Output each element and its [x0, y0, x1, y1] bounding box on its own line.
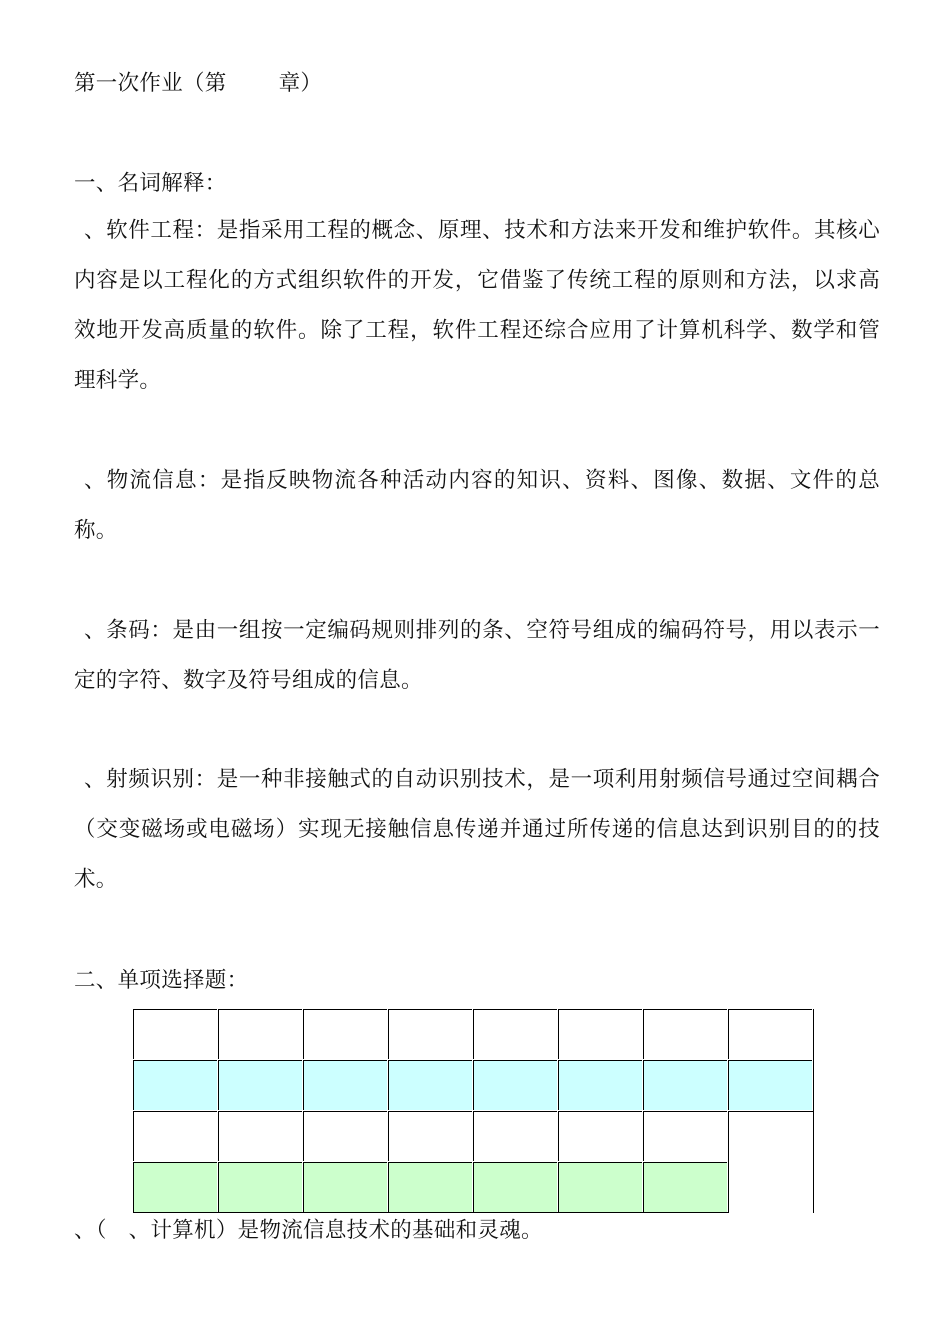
- answer-cell[interactable]: [303, 1060, 387, 1110]
- answer-cell[interactable]: [473, 1060, 557, 1110]
- term-rfid: 、射频识别：是一种非接触式的自动识别技术，是一项利用射频信号通过空间耦合（交变磁场或电磁场）实现无接触信息传递并通过所传递的信息达到识别目的的技术。: [74, 767, 880, 892]
- answer-cell[interactable]: [218, 1162, 302, 1212]
- answer-cell[interactable]: [303, 1162, 387, 1212]
- answer-cell[interactable]: [643, 1060, 727, 1110]
- answer-cell[interactable]: [303, 1009, 387, 1059]
- assignment-title: [74, 69, 884, 99]
- answer-cell[interactable]: [133, 1162, 217, 1212]
- grid-inner-border: [728, 1111, 729, 1213]
- answer-cell[interactable]: [643, 1162, 727, 1212]
- section-heading-definitions: 一、名词解释：: [74, 171, 227, 196]
- term-software-engineering: 、软件工程：是指采用工程的概念、原理、技术和方法来开发和维护软件。其核心内容是以工程化的方式组织软件的开发，它借鉴了传统工程的原则和方法，以求高效地开发高质量的软件。除了工程，软件工程还综合应用了计算机科学、数学和管理科学。: [74, 218, 880, 393]
- answer-cell[interactable]: [388, 1060, 472, 1110]
- grid-step-border: [728, 1111, 814, 1112]
- title-suffix: 章）: [278, 71, 323, 96]
- answer-cell[interactable]: [473, 1009, 557, 1059]
- answer-cell[interactable]: [388, 1111, 472, 1161]
- answer-cell[interactable]: [218, 1009, 302, 1059]
- answer-cell[interactable]: [643, 1111, 727, 1161]
- answer-cell[interactable]: [473, 1111, 557, 1161]
- answer-cell[interactable]: [558, 1060, 642, 1110]
- answer-cell[interactable]: [728, 1060, 812, 1110]
- answer-cell[interactable]: [473, 1162, 557, 1212]
- grid-bottom-border: [133, 1212, 729, 1213]
- section-heading-multiple-choice: 二、单项选择题：: [74, 968, 249, 993]
- title-prefix: 第一次作业（第: [74, 71, 227, 96]
- answer-cell[interactable]: [133, 1009, 217, 1059]
- answer-cell[interactable]: [558, 1009, 642, 1059]
- answer-cell[interactable]: [643, 1009, 727, 1059]
- question-1: 、（ 、计算机）是物流信息技术的基础和灵魂。: [74, 1218, 543, 1243]
- answer-cell[interactable]: [388, 1009, 472, 1059]
- answer-cell[interactable]: [728, 1009, 812, 1059]
- term-logistics-information: 、物流信息：是指反映物流各种活动内容的知识、资料、图像、数据、文件的总称。: [74, 468, 880, 543]
- answer-cell[interactable]: [218, 1060, 302, 1110]
- answer-cell[interactable]: [558, 1111, 642, 1161]
- answer-cell[interactable]: [388, 1162, 472, 1212]
- answer-cell[interactable]: [303, 1111, 387, 1161]
- answer-cell[interactable]: [133, 1060, 217, 1110]
- answer-cell[interactable]: [218, 1111, 302, 1161]
- answer-cell[interactable]: [558, 1162, 642, 1212]
- answer-cell[interactable]: [133, 1111, 217, 1161]
- term-barcode: 、条码：是由一组按一定编码规则排列的条、空符号组成的编码符号，用以表示一定的字符、数字及符号组成的信息。: [74, 618, 880, 693]
